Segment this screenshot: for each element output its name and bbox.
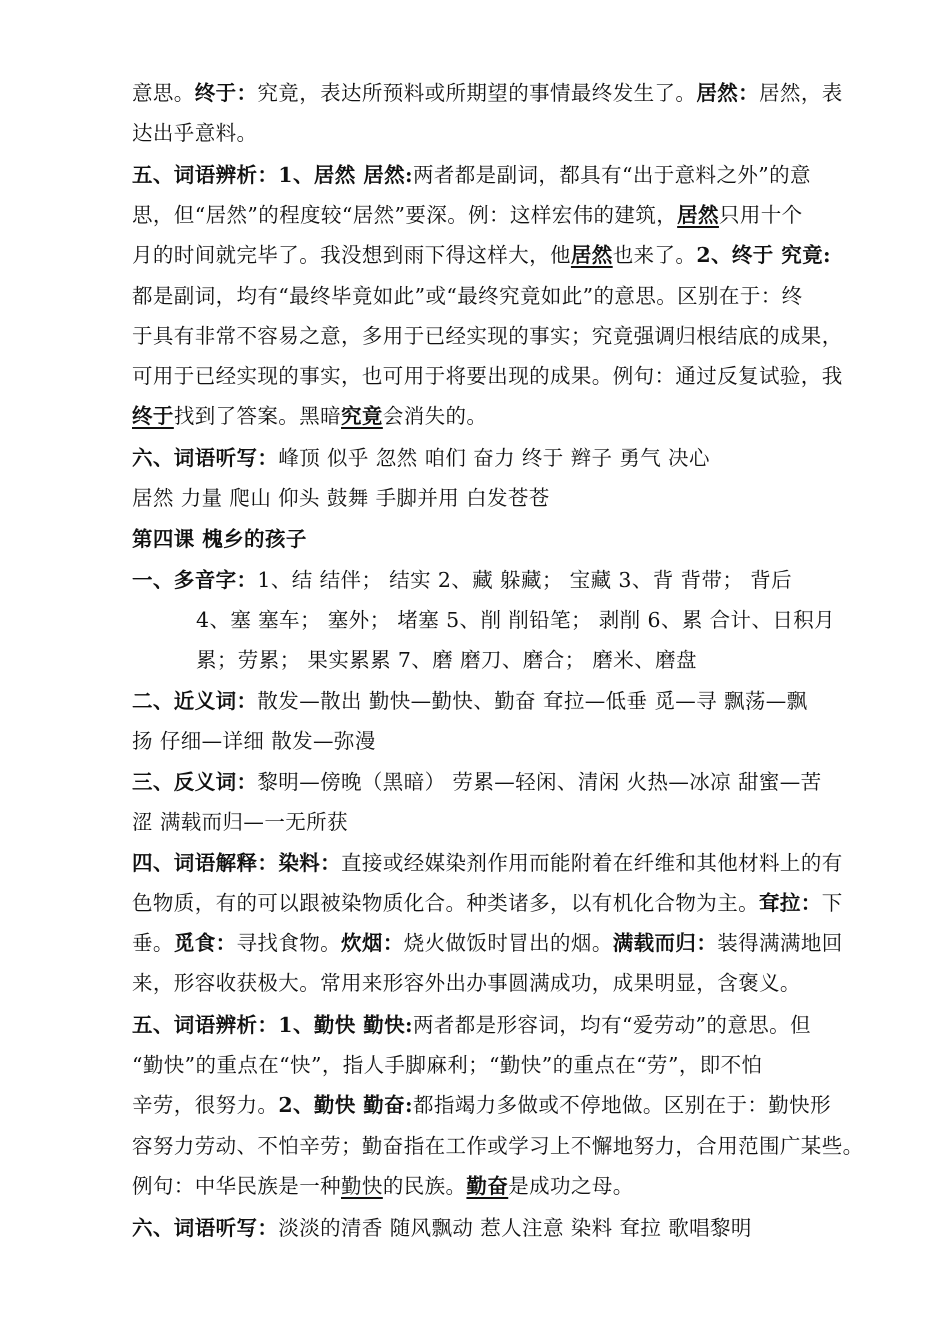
term-heading: 居然： [696,81,760,105]
text-run: 的民族。 [382,1174,467,1198]
text-run: 会消失的。 [382,404,488,428]
text-line [196,643,697,673]
text-line [132,116,257,146]
text-line [132,1088,831,1118]
text-run: 容努力劳动、不怕辛劳；勤奋指在工作或学习上不懈地努力，合用范围广某些。 [132,1134,864,1158]
text-run: 直接或经媒染剂作用而能附着在纤维和其他材料上的有 [341,851,843,875]
term-heading: 染料： [278,851,342,875]
section-heading: 三、反义词： [132,770,258,794]
text-line [132,724,376,754]
text-run: 是成功之母。 [508,1174,634,1198]
text-run: 涩 满载而归—一无所获 [132,810,348,834]
text-run: 都指竭力多做或不停地做。区别在于：勤快形 [412,1093,831,1117]
text-run: 可用于已经实现的事实，也可用于将要出现的成果。例句：通过反复试验，我 [132,364,843,388]
text-line [132,1129,864,1159]
text-line [132,926,843,956]
text-line [132,1169,634,1199]
text-run: 累；劳累； 果实累累 7、磨 磨刀、磨合； 磨米、磨盘 [196,648,697,672]
text-run: 垂。 [132,931,174,955]
text-run: 月的时间就完毕了。我没想到雨下得这样大，他 [132,243,571,267]
text-run: 黎明—傍晚（黑暗） 劳累—轻闲、清闲 火热—冰凉 甜蜜—苦 [257,770,822,794]
text-line [132,1048,762,1078]
text-run: 1、结 结伴； 结实 2、藏 躲藏； 宝藏 3、背 背带； 背后 [257,568,792,592]
underlined-term: 勤快 [341,1174,383,1198]
text-line [132,319,843,349]
text-run: 色物质，有的可以跟被染物质化合。种类诸多，以有机化合物为主。 [132,891,759,915]
text-run: 居然，表 [759,81,843,105]
text-run: 装得满满地回 [717,931,843,955]
lesson-title [132,522,307,552]
text-run: 例句：中华民族是一种 [132,1174,341,1198]
term-heading: 觅食： [173,931,237,955]
text-run: 究竟，表达所预料或所期望的事情最终发生了。 [257,81,697,105]
section-heading: 一、多音字： [132,568,258,592]
section-heading: 二、近义词： [132,689,258,713]
section-line [132,1008,811,1038]
section-line [132,684,808,714]
text-run: 思，但“居然”的程度较“居然”要深。例：这样宏伟的建筑， [132,203,678,227]
text-line [132,198,803,228]
section-line [132,158,811,188]
text-line [132,481,550,511]
text-line [132,76,843,106]
text-line [132,238,831,268]
text-run: 散发—散出 勤快—勤快、勤奋 耷拉—低垂 觅—寻 飘荡—飘 [257,689,808,713]
text-run: “勤快”的重点在“快”，指人手脚麻利；“勤快”的重点在“劳”，即不怕 [132,1053,763,1077]
section-heading: 2、终于 究竟: [696,243,831,267]
section-heading: 六、词语听写： [132,446,279,470]
text-run: 找到了答案。黑暗 [173,404,342,428]
section-line [132,1211,752,1241]
text-run: 居然 力量 爬山 仰头 鼓舞 手脚并用 白发苍苍 [132,486,550,510]
section-heading: 四、词语解释： [132,851,279,875]
section-line [132,563,792,593]
term-heading: 耷拉： [759,891,822,915]
text-run: 来，形容收获极大。常用来形容外出办事圆满成功，成果明显，含褒义。 [132,971,801,995]
text-run: 只用十个 [718,203,803,227]
section-line [132,441,710,471]
section-heading: 六、词语听写： [132,1216,279,1240]
text-run: 都是副词，均有“最终毕竟如此”或“最终究竟如此”的意思。区别在于：终 [132,284,803,308]
text-line [132,359,843,389]
section-heading: 五、词语辨析：1、居然 居然: [132,163,413,187]
term-heading: 终于： [194,81,258,105]
underlined-term: 勤奋 [466,1174,509,1198]
text-line [132,886,843,916]
lesson-heading: 第四课 槐乡的孩子 [132,527,307,551]
text-line [132,399,487,429]
text-line [196,603,835,633]
text-run: 意思。 [132,81,195,105]
text-run: 寻找食物。 [236,931,342,955]
text-run: 两者都是形容词，均有“爱劳动”的意思。但 [412,1013,811,1037]
term-heading: 满载而归： [612,931,718,955]
text-run: 于具有非常不容易之意，多用于已经实现的事实；究竟强调归根结底的成果， [132,324,843,348]
text-run: 也来了。 [612,243,697,267]
text-line [132,966,801,996]
term-heading: 炊烟： [341,931,404,955]
text-run: 两者都是副词，都具有“出于意料之外”的意 [412,163,811,187]
underlined-term: 究竟 [341,404,383,428]
text-line [132,805,348,835]
text-line [132,279,803,309]
text-run: 烧火做饭时冒出的烟。 [403,931,613,955]
section-heading: 五、词语辨析：1、勤快 勤快: [132,1013,413,1037]
underlined-term: 居然 [570,243,613,267]
text-run: 峰顶 似乎 忽然 咱们 奋力 终于 辫子 勇气 决心 [278,446,710,470]
section-line [132,846,843,876]
text-run: 下 [821,891,843,915]
underlined-term: 居然 [677,203,719,227]
text-run: 淡淡的清香 随风飘动 惹人注意 染料 耷拉 歌唱黎明 [278,1216,752,1240]
text-run: 扬 仔细—详细 散发—弥漫 [132,729,376,753]
underlined-term: 终于 [132,404,174,428]
text-run: 达出乎意料。 [132,121,258,145]
section-heading: 2、勤快 勤奋: [278,1093,413,1117]
section-line [132,765,822,795]
text-run: 4、塞 塞车； 塞外； 堵塞 5、削 削铅笔； 剥削 6、累 合计、日积月 [196,608,836,632]
text-run: 辛劳，很努力。 [132,1093,279,1117]
